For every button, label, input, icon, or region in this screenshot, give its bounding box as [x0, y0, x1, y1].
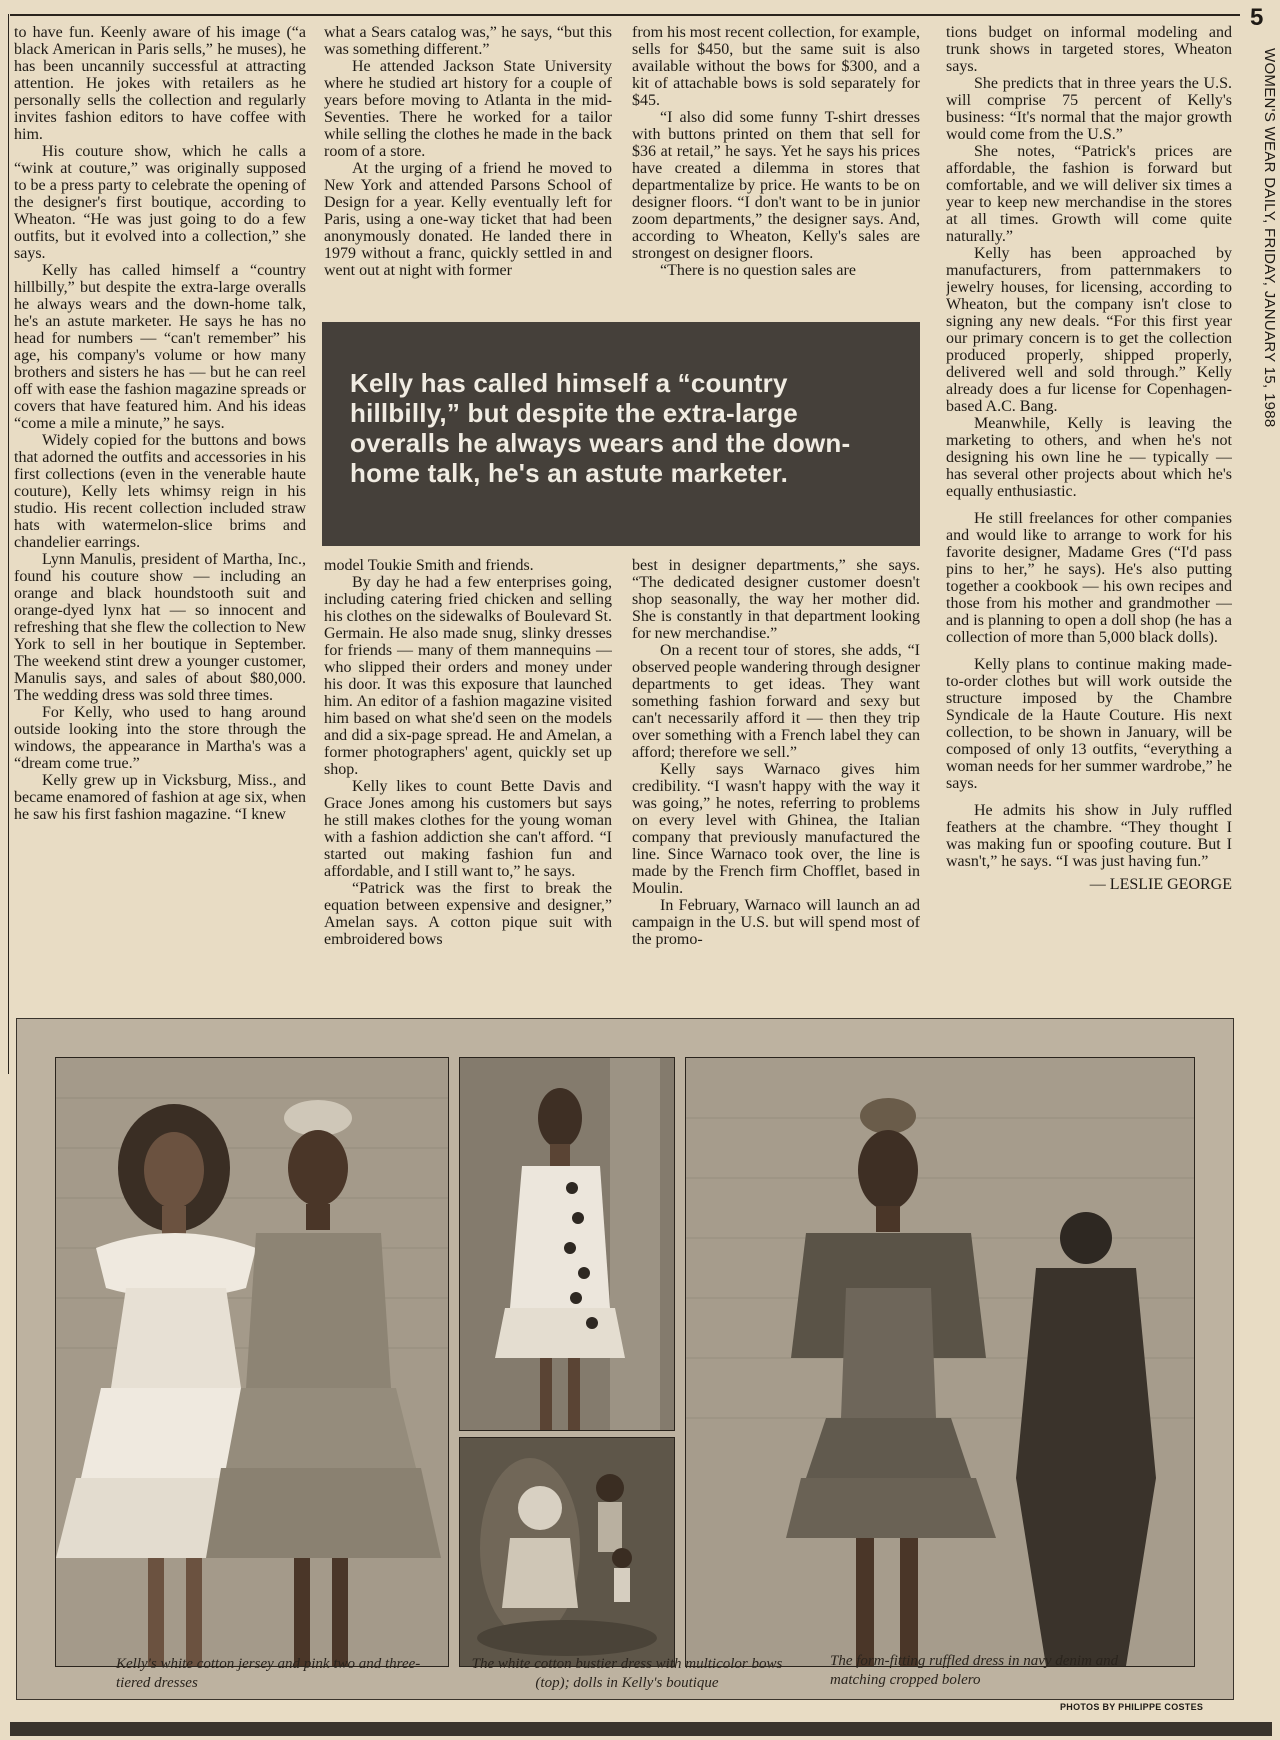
photo-bustier-dress	[459, 1057, 675, 1431]
article-paragraph: By day he had a few enterprises going, including catering fried chicken and selling his clothes on the sidewalks of Boulevard St. Germain. He also made snug, slinky dresses for friends — many of them mannequins — who slipped their orders and money under his door. It was this exposure that launched him. An editor of a fashion magazine visited him based on what she'd seen on the models and did a six-page spread. He and Amelan, a former photographers' agent, quickly set up shop.	[324, 574, 612, 778]
caption-middle: The white cotton bustier dress with multicolor bows (top); dolls in Kelly's boutique	[471, 1656, 783, 1691]
article-paragraph: At the urging of a friend he moved to New York and attended Parsons School of Design for a year. Kelly eventually left for Paris, using a one-way ticket that had been anonymously donated. He landed there in 1979 without a franc, quickly settled in and went out at night with former	[324, 160, 612, 279]
article-paragraph: Kelly says Warnaco gives him credibility. “I wasn't happy with the way it was going,” he notes, referring to problems on every level with Ghinea, the Italian company that previously manufactured the line. Since Warnaco took over, the line is made by the French firm Chofflet, based in Moulin.	[632, 761, 920, 897]
article-paragraph: tions budget on informal modeling and trunk shows in targeted stores, Wheaton says.	[946, 24, 1232, 75]
bottom-rule	[10, 1722, 1272, 1736]
article-paragraph: On a recent tour of stores, she adds, “I observed people wandering through designer departments to get ideas. They want something fashion forward and sexy but can't necessarily afford it — then they trip over something with a French label they can afford; therefore we sell.”	[632, 642, 920, 761]
article-paragraph: For Kelly, who used to hang around outside looking into the store through the windows, the appearance in Martha's was a “dream come true.”	[14, 704, 306, 772]
article-paragraph: “I also did some funny T-shirt dresses with buttons printed on them that sell for $36 at retail,” he says. Yet he says his prices have created a dilemma in stores that departmentalize by price. He wants to be on designer floors. “I don't want to be in junior zoom departments,” the designer says. And, according to Wheaton, Kelly's sales are strongest on designer floors.	[632, 109, 920, 262]
article-paragraph: She predicts that in three years the U.S. will comprise 75 percent of Kelly's business: “It's normal that the major growth would come from the U.S.”	[946, 75, 1232, 143]
article-paragraph: Widely copied for the buttons and bows that adorned the outfits and accessories in his first collections (even in the venerable haute couture), Kelly lets whimsy reign in his studio. His recent collection included straw hats with watermelon-slice brims and chandelier earrings.	[14, 432, 306, 551]
photo-credit: PHOTOS BY PHILIPPE COSTES	[1060, 1702, 1204, 1712]
page-folio: WOMEN'S WEAR DAILY, FRIDAY, JANUARY 15, 1988	[1261, 48, 1278, 428]
article-paragraph: He still freelances for other companies and would like to arrange to work for his favorite designer, Madame Gres (“I'd pass pins to her,” he says). He's also putting together a cookbook — his own recipes and those from his mother and grandmother — and is planning to open a doll shop (he has a collection of more than 5,000 black dolls).	[946, 510, 1232, 646]
photo-panel	[16, 1018, 1234, 1700]
article-paragraph: In February, Warnaco will launch an ad campaign in the U.S. but will spend most of the promo-	[632, 897, 920, 948]
photo-dolls-image	[460, 1438, 674, 1666]
article-paragraph: Kelly likes to count Bette Davis and Grace Jones among his customers but says he still makes clothes for the young woman with a fashion addiction she can't afford. “I started out making fashion fun and affordable, and I still want to,” he says.	[324, 778, 612, 880]
photo-two-models	[55, 1057, 449, 1667]
photo-dolls	[459, 1437, 675, 1667]
photo-two-models-image	[56, 1058, 448, 1666]
article-column-2-top	[324, 24, 612, 316]
article-paragraph: from his most recent collection, for example, sells for $450, but the same suit is also available without the bows for $300, and a kit of attachable bows is sold separately for $45.	[632, 24, 920, 109]
caption-left: Kelly's white cotton jersey and pink two and three-tiered dresses	[116, 1656, 421, 1691]
article-paragraph: She notes, “Patrick's prices are affordable, the fashion is forward but comfortable, and we will deliver six times a year to keep new merchandise in the stores at all times. Growth will come quite naturally.”	[946, 143, 1232, 245]
article-paragraph: He attended Jackson State University where he studied art history for a couple of years before moving to Atlanta in the mid-Seventies. There he worked for a tailor while selling the clothes he made in the back room of a store.	[324, 58, 612, 160]
article-paragraph: Meanwhile, Kelly is leaving the marketing to others, and when he's not designing his own line he — typically — has several other projects about which he's equally enthusiastic.	[946, 415, 1232, 500]
article-paragraph: Kelly has called himself a “country hillbilly,” but despite the extra-large overalls he always wears and the down-home talk, he's an astute marketer. He says he has no head for numbers — “can't remember” his age, his company's volume or how many brothers and sisters he has — but he can reel off with ease the fashion magazine spreads or covers that have featured him. And his ideas “come a mile a minute,” he says.	[14, 262, 306, 432]
article-paragraph: His couture show, which he calls a “wink at couture,” was originally supposed to be a press party to celebrate the opening of the designer's first boutique, according to Wheaton. “He was just going to do a few outfits, but it evolved into a collection,” she says.	[14, 143, 306, 262]
article-paragraph: He admits his show in July ruffled feathers at the chambre. “They thought I was making fun or spoofing couture. But I wasn't,” he says. “I was just having fun.”	[946, 802, 1232, 870]
article-paragraph: “There is no question sales are	[660, 262, 856, 279]
article-column-3-top	[632, 24, 920, 316]
article-paragraph: model Toukie Smith and friends.	[324, 557, 534, 574]
article-column-4	[946, 24, 1232, 1008]
article-column-3-bottom	[632, 557, 920, 1009]
article-paragraph: Kelly plans to continue making made-to-order clothes but will work outside the structure imposed by the Chambre Syndicale de la Haute Couture. His next collection, to be shown in January, will be composed of only 13 outfits, “everything a woman needs for her summer wardrobe,” he says.	[946, 656, 1232, 792]
article-paragraph: Kelly has been approached by manufacturers, from patternmakers to jewelry houses, for licensing, according to Wheaton, but the company isn't close to signing any new deals. “For this first year our primary concern is to get the collection produced properly, shipped properly, delivered well and sold through.” Kelly already does a fur license for Copenhagen-based A.C. Bang.	[946, 245, 1232, 415]
pull-quote: Kelly has called himself a “country hillbilly,” but despite the extra-large overalls he always wears and the down-home talk, he's an astute marketer.	[322, 322, 920, 546]
article-paragraph: what a Sears catalog was,” he says, “but this was something different.”	[324, 24, 612, 58]
byline: — LESLIE GEORGE	[1089, 876, 1232, 893]
article-paragraph: Lynn Manulis, president of Martha, Inc., found his couture show — including an orange and black houndstooth suit and orange-dyed lynx hat — so innocent and refreshing that she flew the collection to New York to sell in her boutique in September. The weekend stint drew a younger customer, Manulis says, and sales of about $80,000. The wedding dress was sold three times.	[14, 551, 306, 704]
caption-right: The form-fitting ruffled dress in navy denim and matching cropped bolero	[830, 1653, 1119, 1688]
article-paragraph: Kelly grew up in Vicksburg, Miss., and became enamored of fashion at age six, when he saw his first fashion magazine. “I knew	[14, 772, 306, 823]
article-column-1	[14, 24, 306, 1008]
article-paragraph: best in designer departments,” she says. “The dedicated designer customer doesn't shop seasonally, the way her mother did. She is constantly in that department looking for new merchandise.”	[632, 557, 920, 642]
article-paragraph: to have fun. Keenly aware of his image (“a black American in Paris sells,” he muses), he has been uncannily successful at attracting attention. He jokes with retailers as he personally sells the collection and regularly invites fashion editors to have coffee with him.	[14, 24, 306, 143]
top-rule	[10, 14, 1240, 16]
article-column-2-bottom	[324, 557, 612, 1009]
article-paragraph: “Patrick was the first to break the equation between expensive and designer,” Amelan says. A cotton pique suit with embroidered bows	[324, 880, 612, 948]
left-rule	[8, 14, 9, 1074]
photo-denim-dress	[685, 1057, 1195, 1667]
photo-bustier-dress-image	[460, 1058, 674, 1430]
page-number: 5	[1250, 4, 1264, 31]
photo-denim-dress-image	[686, 1058, 1194, 1666]
